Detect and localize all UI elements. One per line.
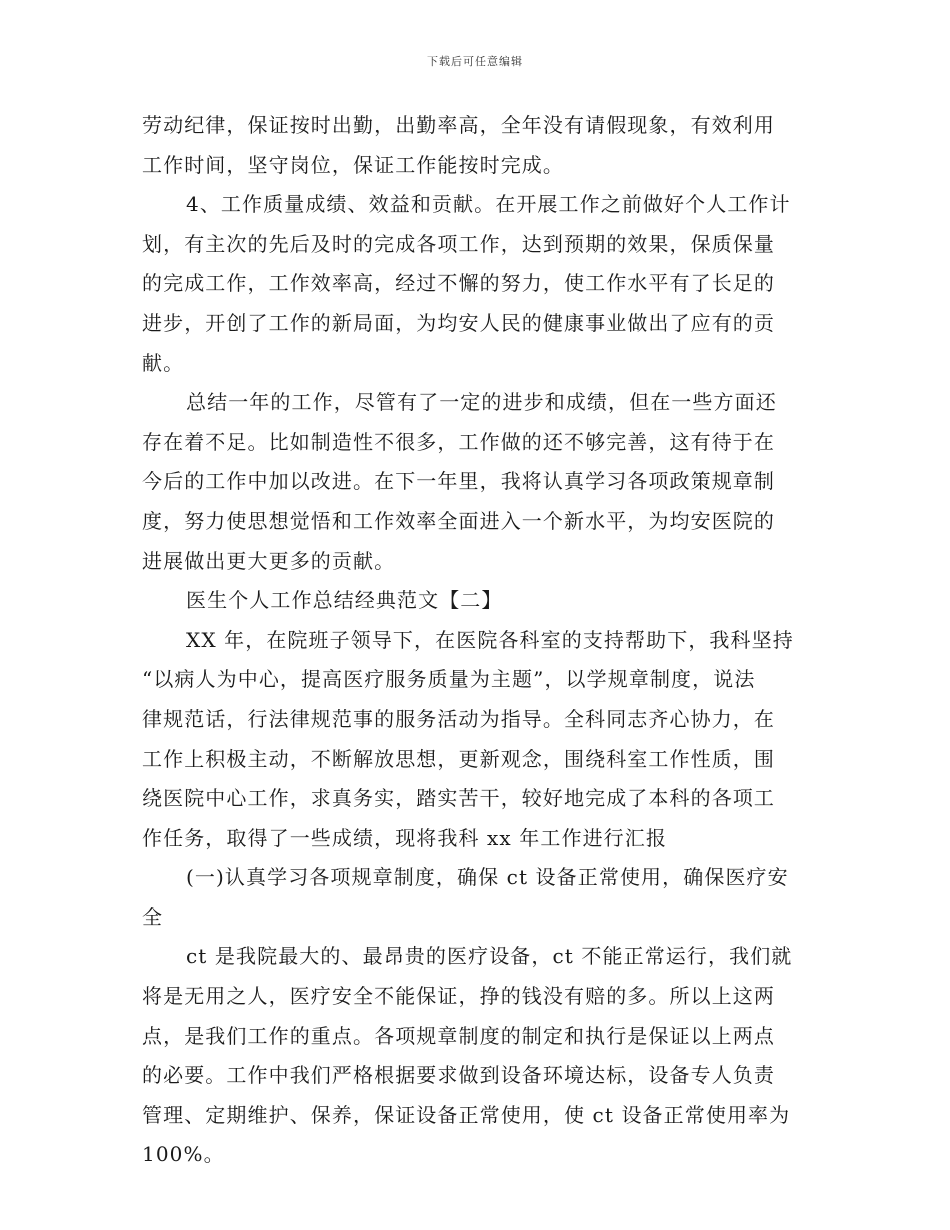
text-line: 进步，开创了工作的新局面，为均安人民的健康事业做出了应有的贡 — [142, 310, 775, 335]
text-line: 医生个人工作总结经典范文【二】 — [186, 588, 503, 613]
document-body — [142, 106, 808, 1175]
text-line: 的完成工作，工作效率高，经过不懈的努力，使工作水平有了长足的 — [142, 271, 775, 296]
text-line: 献。 — [142, 350, 185, 375]
text-line: 工作上积极主动，不断解放思想，更新观念，围绕科室工作性质，围 — [142, 746, 775, 771]
text-line: 工作时间，坚守岗位，保证工作能按时完成。 — [142, 152, 564, 177]
text-line: 劳动纪律，保证按时出勤，出勤率高，全年没有请假现象，有效利用 — [142, 113, 775, 137]
page-header: 下载后可任意编辑 — [427, 55, 523, 68]
text-line: 全 — [142, 904, 164, 929]
text-line: XX 年，在院班子领导下，在医院各科室的支持帮助下，我科坚持 — [186, 627, 794, 652]
text-line: 今后的工作中加以改进。在下一年里，我将认真学习各项政策规章制 — [142, 469, 775, 494]
text-line: 将是无用之人，医疗安全不能保证，挣的钱没有赔的多。所以上这两 — [142, 984, 775, 1009]
text-line: 点，是我们工作的重点。各项规章制度的制定和执行是保证以上两点 — [142, 1023, 775, 1048]
text-line: 100%。 — [142, 1142, 225, 1167]
text-line: 绕医院中心工作，求真务实，踏实苦干，较好地完成了本科的各项工 — [142, 786, 775, 811]
text-line: “以病人为中心，提高医疗服务质量为主题”，以学规章制度，说法 — [142, 667, 756, 692]
text-line: 进展做出更大更多的贡献。 — [142, 548, 396, 573]
text-line: 的必要。工作中我们严格根据要求做到设备环境达标，设备专人负责 — [142, 1063, 775, 1088]
text-line: ct 是我院最大的、最昂贵的医疗设备，ct 不能正常运行，我们就 — [186, 944, 793, 969]
text-line: 总结一年的工作，尽管有了一定的进步和成绩，但在一些方面还 — [186, 390, 777, 415]
text-line: 存在着不足。比如制造性不很多，工作做的还不够完善，这有待于在 — [142, 429, 775, 454]
text-line: 律规范话，行法律规范事的服务活动为指导。全科同志齐心协力，在 — [142, 706, 775, 731]
text-line: (一)认真学习各项规章制度，确保 ct 设备正常使用，确保医疗安 — [186, 865, 789, 890]
text-line: 作任务，取得了一些成绩，现将我科 xx 年工作进行汇报 — [142, 825, 667, 850]
text-line: 划，有主次的先后及时的完成各项工作，达到预期的效果，保质保量 — [142, 231, 775, 256]
text-line: 度，努力使思想觉悟和工作效率全面进入一个新水平，为均安医院的 — [142, 508, 775, 533]
text-line: 管理、定期维护、保养，保证设备正常使用，使 ct 设备正常使用率为 — [142, 1102, 791, 1127]
text-line: 4、工作质量成绩、效益和贡献。在开展工作之前做好个人工作计 — [186, 192, 791, 217]
